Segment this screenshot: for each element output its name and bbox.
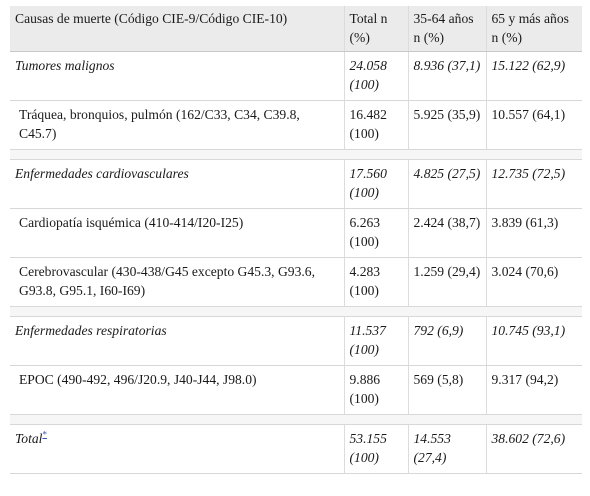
age-65-plus-cell: 10.557 (64,1): [486, 101, 582, 150]
age-65-plus-cell: 10.745 (93,1): [486, 317, 582, 366]
header-age-35-64: 35-64 años n (%): [408, 6, 486, 52]
mortality-table: [10, 6, 582, 474]
age-35-64-cell: 792 (6,9): [408, 317, 486, 366]
cause-cell: Cardiopatía isquémica (410-414/I20-I25): [10, 209, 344, 258]
total-label: Total: [15, 431, 43, 446]
age-65-plus-cell: 38.602 (72,6): [486, 425, 582, 474]
cause-cell: Cerebrovascular (430-438/G45 excepto G45.3, G93.6, G93.8, G95.1, I60-I69): [10, 258, 344, 307]
table-row-total: [10, 425, 582, 474]
table-row: [10, 52, 582, 101]
age-35-64-cell: 569 (5,8): [408, 366, 486, 415]
total-cell: 17.560 (100): [344, 160, 408, 209]
cause-cell: [10, 425, 344, 474]
age-35-64-cell: 4.825 (27,5): [408, 160, 486, 209]
row-separator: [10, 150, 582, 160]
cause-cell: Enfermedades respiratorias: [10, 317, 344, 366]
table-row: [10, 101, 582, 150]
total-cell: 4.283 (100): [344, 258, 408, 307]
total-cell: 9.886 (100): [344, 366, 408, 415]
header-cause: Causas de muerte (Código CIE-9/Código CIE-10): [10, 6, 344, 52]
total-cell: 11.537 (100): [344, 317, 408, 366]
age-65-plus-cell: 9.317 (94,2): [486, 366, 582, 415]
total-cell: 16.482 (100): [344, 101, 408, 150]
header-age-65-plus: 65 y más años n (%): [486, 6, 582, 52]
table-row: [10, 258, 582, 307]
row-separator: [10, 307, 582, 317]
cause-cell: Tumores malignos: [10, 52, 344, 101]
total-cell: 53.155 (100): [344, 425, 408, 474]
cause-cell: Enfermedades cardiovasculares: [10, 160, 344, 209]
footnote-link[interactable]: *: [42, 429, 47, 440]
age-35-64-cell: 14.553 (27,4): [408, 425, 486, 474]
table-header-row: [10, 6, 582, 52]
cause-cell: Tráquea, bronquios, pulmón (162/C33, C34, C39.8, C45.7): [10, 101, 344, 150]
age-35-64-cell: 8.936 (37,1): [408, 52, 486, 101]
age-35-64-cell: 1.259 (29,4): [408, 258, 486, 307]
age-65-plus-cell: 12.735 (72,5): [486, 160, 582, 209]
table-row: [10, 366, 582, 415]
table-row: [10, 317, 582, 366]
age-35-64-cell: 2.424 (38,7): [408, 209, 486, 258]
age-65-plus-cell: 3.024 (70,6): [486, 258, 582, 307]
table-row: [10, 160, 582, 209]
age-65-plus-cell: 15.122 (62,9): [486, 52, 582, 101]
age-65-plus-cell: 3.839 (61,3): [486, 209, 582, 258]
header-total: Total n (%): [344, 6, 408, 52]
total-cell: 6.263 (100): [344, 209, 408, 258]
row-separator: [10, 415, 582, 425]
total-cell: 24.058 (100): [344, 52, 408, 101]
table-row: [10, 209, 582, 258]
age-35-64-cell: 5.925 (35,9): [408, 101, 486, 150]
cause-cell: EPOC (490-492, 496/J20.9, J40-J44, J98.0): [10, 366, 344, 415]
